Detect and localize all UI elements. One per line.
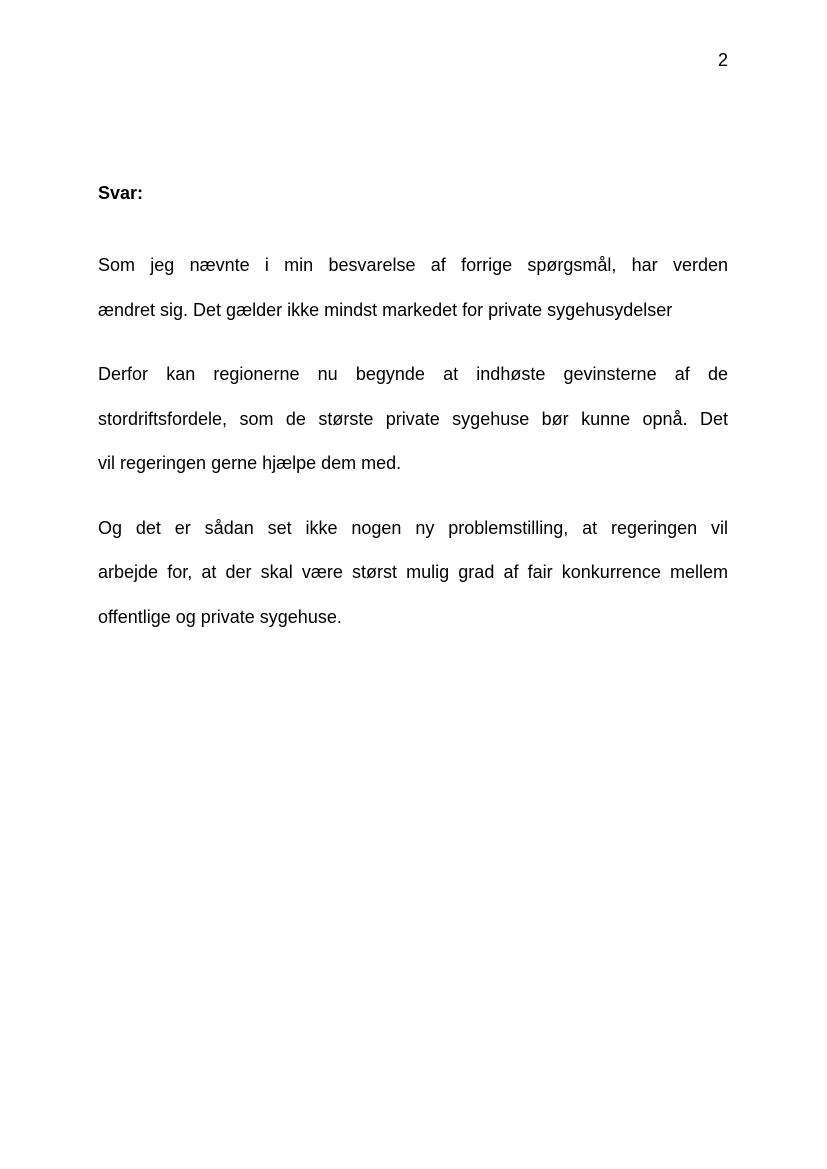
paragraph-line: ændret sig. Det gælder ikke mindst markedet for private sygehusydelser (98, 299, 673, 320)
paragraph-2 (98, 352, 728, 486)
paragraph-3 (98, 506, 728, 640)
paragraph-line: arbejde for, at der skal være størst mulig grad af fair konkurrence mellem (98, 562, 728, 582)
paragraph-line: vil regeringen gerne hjælpe dem med. (98, 453, 402, 473)
paragraph-line: Som jeg nævnte i min besvarelse af forrige spørgsmål, har verden (98, 255, 728, 275)
answer-heading: Svar: (98, 183, 144, 203)
paragraph-line: offentlige og private sygehuse. (98, 606, 342, 627)
paragraph-line: Derfor kan regionerne nu begynde at indhøste gevinsterne af de (98, 364, 728, 384)
paragraph-1 (98, 243, 728, 332)
page-number: 2 (717, 50, 728, 70)
document-body (98, 180, 728, 659)
paragraph-line: Og det er sådan set ikke nogen ny problemstilling, at regeringen vil (98, 517, 728, 538)
paragraph-line: stordriftsfordele, som de største private sygehuse bør kunne opnå. Det (98, 408, 728, 429)
